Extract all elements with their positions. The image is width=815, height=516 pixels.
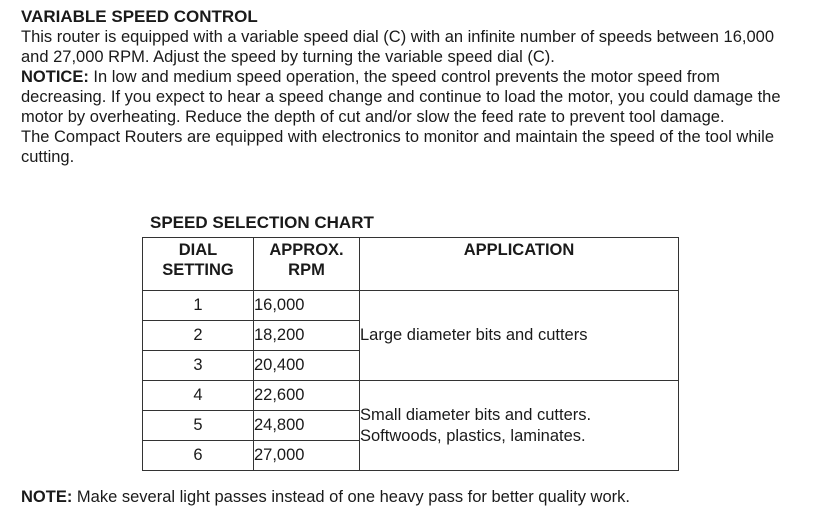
table-row xyxy=(143,291,679,321)
application-small-line1: Small diameter bits and cutters. xyxy=(360,405,592,424)
header-dial-setting xyxy=(143,238,254,291)
header-approx-rpm xyxy=(254,238,360,291)
dial-cell: 6 xyxy=(143,441,254,471)
notice-text: In low and medium speed operation, the speed control prevents the motor speed from decreasing. If you expect to hear a speed change and continue to load the motor, you could damage the motor by overheating. Reduce the depth of cut and/or slow the feed rate to prevent tool damage. xyxy=(21,68,781,126)
note-text: Make several light passes instead of one heavy pass for better quality work. xyxy=(72,488,630,506)
table-header-row xyxy=(143,238,679,291)
header-dial-line1: DIAL xyxy=(178,241,218,259)
rpm-cell: 16,000 xyxy=(254,291,360,321)
chart-title: SPEED SELECTION CHART xyxy=(150,213,374,232)
rpm-cell: 20,400 xyxy=(254,351,360,381)
dial-cell: 1 xyxy=(143,291,254,321)
table-row xyxy=(143,381,679,411)
header-rpm-line2: RPM xyxy=(288,261,325,279)
dial-cell: 4 xyxy=(143,381,254,411)
header-rpm-line1: APPROX. xyxy=(269,241,344,259)
dial-cell: 2 xyxy=(143,321,254,351)
dial-cell: 3 xyxy=(143,351,254,381)
intro-paragraph: This router is equipped with a variable speed dial (C) with an infinite number of speeds between 16,000 and 27,000 RPM. Adjust the speed by turning the variable speed dial (C). xyxy=(21,28,775,66)
application-cell-large: Large diameter bits and cutters xyxy=(360,291,679,381)
note-label: NOTE: xyxy=(21,488,73,506)
header-dial-line2: SETTING xyxy=(162,261,234,279)
notice-label: NOTICE: xyxy=(21,68,89,86)
rpm-cell: 22,600 xyxy=(254,381,360,411)
manual-section xyxy=(21,7,806,167)
dial-cell: 5 xyxy=(143,411,254,441)
header-application: APPLICATION xyxy=(360,238,679,291)
speed-selection-table xyxy=(142,237,679,471)
section-heading: VARIABLE SPEED CONTROL xyxy=(21,7,258,26)
note-paragraph xyxy=(21,487,630,507)
application-cell-small xyxy=(360,381,679,471)
application-small-line2: Softwoods, plastics, laminates. xyxy=(360,426,586,445)
rpm-cell: 18,200 xyxy=(254,321,360,351)
electronics-paragraph: The Compact Routers are equipped with electronics to monitor and maintain the speed of the tool while cutting. xyxy=(21,128,775,166)
rpm-cell: 24,800 xyxy=(254,411,360,441)
rpm-cell: 27,000 xyxy=(254,441,360,471)
notice-paragraph xyxy=(21,67,806,127)
